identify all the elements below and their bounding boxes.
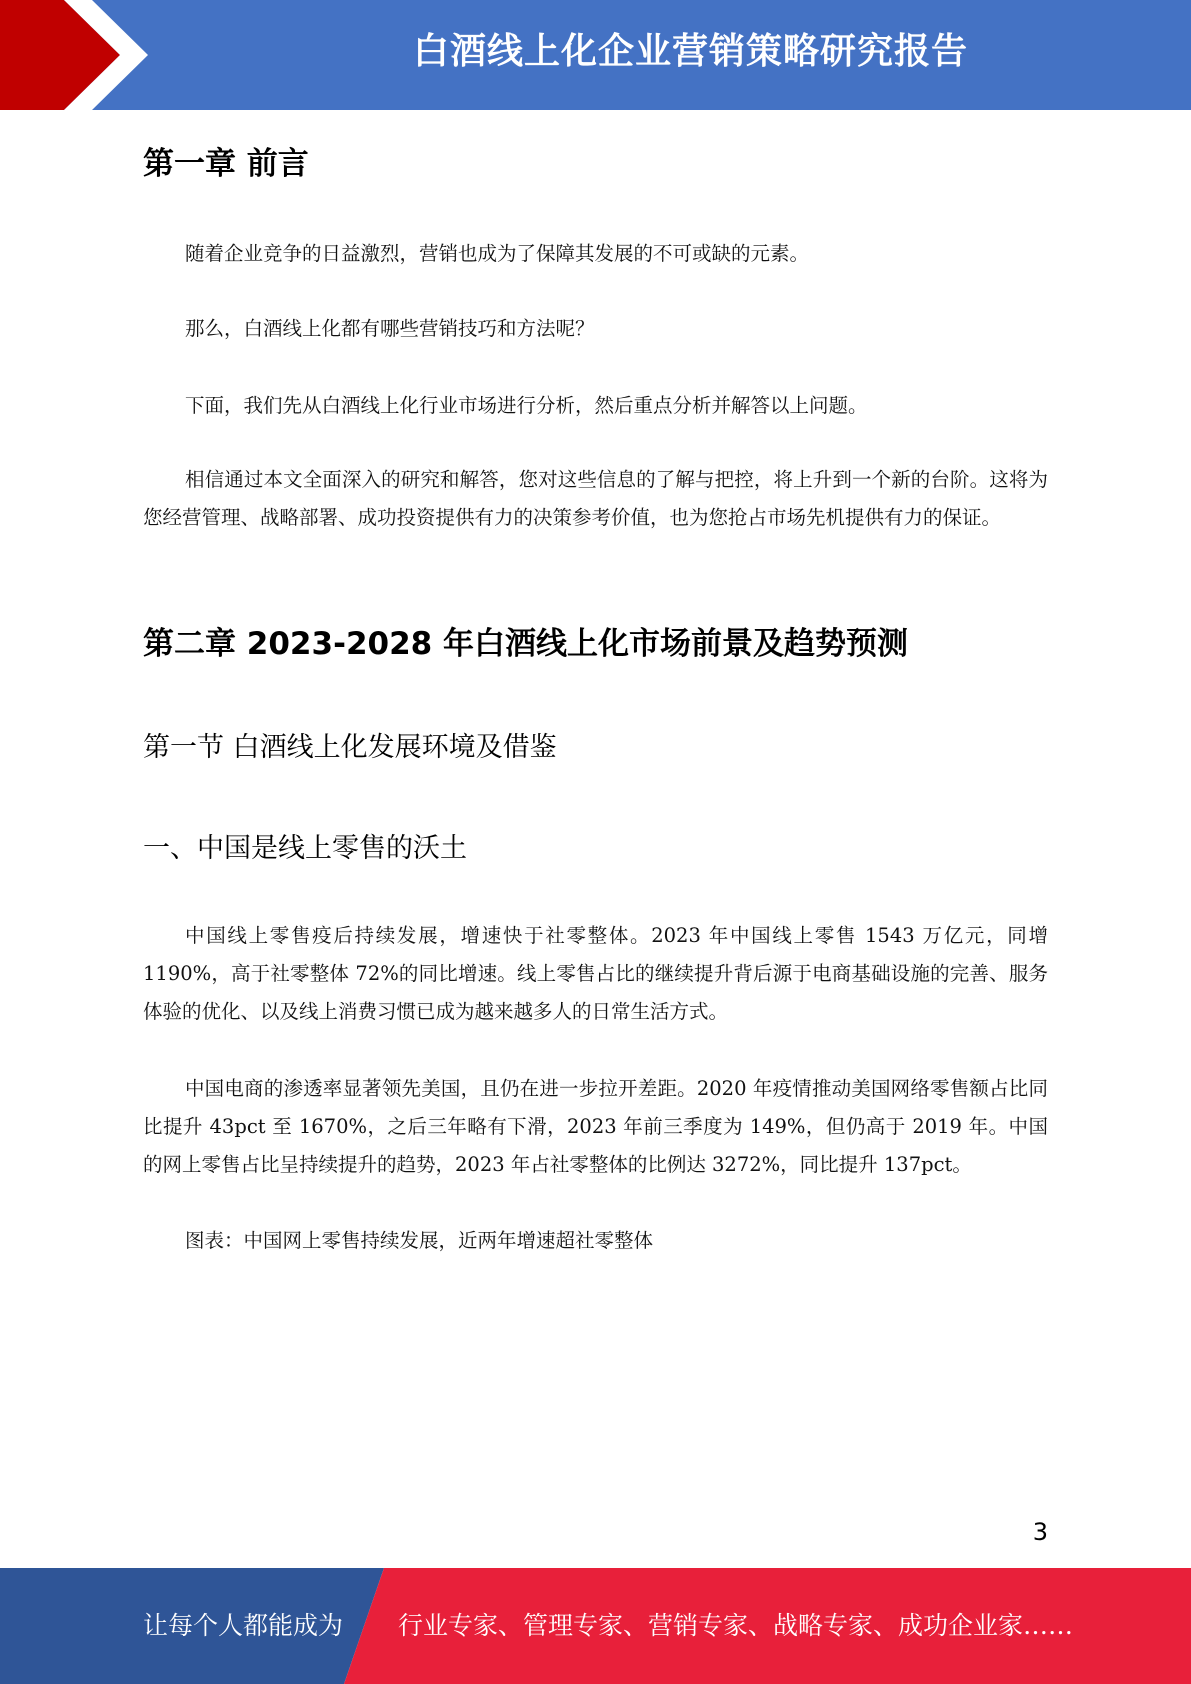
- footer-slogan-left: 让每个人都能成为: [143, 1611, 344, 1640]
- chapter-1-title: 第一章 前言: [143, 146, 309, 182]
- paragraph: 中国线上零售疫后持续发展，增速快于社零整体。2023 年中国线上零售 1543 万亿元，同增 1190%，高于社零整体 72%的同比增速。线上零售占比的继续提升背后源于电商基础设施的完善、服务体验的优化、以及线上消费习惯已成为越来越多人的日常生活方式。: [143, 924, 1048, 1023]
- page-number: 3: [1032, 1518, 1048, 1546]
- footer-banner: [0, 1568, 1191, 1684]
- paragraph: 随着企业竞争的日益激烈，营销也成为了保障其发展的不可或缺的元素。: [185, 242, 810, 265]
- header-banner: [0, 0, 1191, 110]
- paragraph: 中国电商的渗透率显著领先美国，且仍在进一步拉开差距。2020 年疫情推动美国网络零售额占比同比提升 43pct 至 1670%，之后三年略有下滑，2023 年前三季度为 149%，但仍高于 2019 年。中国的网上零售占比呈持续提升的趋势，2023 年占社零整体的比例达 3272%，同比提升 137pct。: [143, 1077, 1048, 1176]
- paragraph: 那么，白酒线上化都有哪些营销技巧和方法呢？: [185, 317, 595, 340]
- subsection-title: 一、中国是线上零售的沃土: [143, 833, 467, 864]
- chapter-2-title: 第二章 2023-2028 年白酒线上化市场前景及趋势预测: [143, 626, 909, 662]
- section-title: 第一节 白酒线上化发展环境及借鉴: [143, 732, 557, 763]
- report-title: 白酒线上化企业营销策略研究报告: [412, 31, 968, 72]
- paragraph: 下面，我们先从白酒线上化行业市场进行分析，然后重点分析并解答以上问题。: [185, 394, 868, 417]
- paragraph: 相信通过本文全面深入的研究和解答，您对这些信息的了解与把控，将上升到一个新的台阶。这将为您经营管理、战略部署、成功投资提供有力的决策参考价值，也为您抢占市场先机提供有力的保证。: [143, 468, 1048, 529]
- footer-slogan-right: 行业专家、管理专家、营销专家、战略专家、成功企业家……: [398, 1611, 1074, 1640]
- header-chevron-decoration: [0, 0, 160, 110]
- figure-caption: 图表：中国网上零售持续发展，近两年增速超社零整体: [185, 1229, 654, 1252]
